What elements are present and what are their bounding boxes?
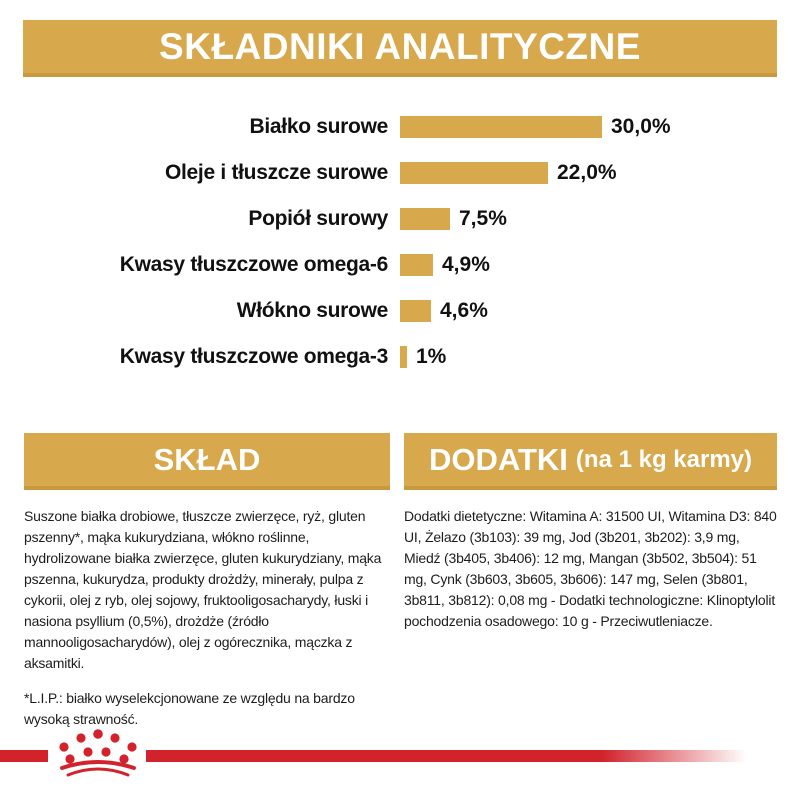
additives-title-suffix: (na 1 kg karmy) xyxy=(575,445,752,473)
chart-row-label: Włókno surowe xyxy=(236,299,388,322)
chart-row-value: 7,5% xyxy=(459,207,507,230)
chart-row-label: Białko surowe xyxy=(249,115,388,138)
footer-band-left xyxy=(0,750,48,762)
lip-footnote: *L.I.P.: białko wyselekcjonowane ze względu na bardzo wysoką strawność. xyxy=(24,690,355,727)
composition-header xyxy=(24,433,390,490)
chart-bar xyxy=(400,346,407,368)
chart-bar xyxy=(400,162,548,184)
additives-title: DODATKI xyxy=(429,441,568,477)
analytical-components-title: SKŁADNIKI ANALITYCZNE xyxy=(159,25,641,67)
chart-row-label: Oleje i tłuszcze surowe xyxy=(164,161,388,184)
additives-body: Dodatki dietetyczne: Witamina A: 31500 UI, Witamina D3: 840 UI, Żelazo (3b103): 39 mg, Jod (3b201, 3b202): 3,9 mg, Miedź (3b405, 3b406): 12 mg, Mangan (3b502, 3b504): 51 mg, Cynk (3b603, 3b605, 3b606): 147 mg, Selen (3b801, 3b811, 3b812): 0,08 mg - Dodatki technologiczne: Klinoptylolit pochodzenia osadowego: 10 g - Przeciwutleniacze. xyxy=(404,508,777,629)
chart-row-value: 4,6% xyxy=(440,299,488,322)
chart-row-value: 22,0% xyxy=(557,161,617,184)
additives-section xyxy=(404,433,777,730)
chart-row-label: Kwasy tłuszczowe omega-3 xyxy=(119,345,388,368)
royal-canin-crown-icon xyxy=(50,727,145,779)
additives-header xyxy=(404,433,777,490)
chart-row-value: 30,0% xyxy=(611,115,671,138)
chart-row-label: Kwasy tłuszczowe omega-6 xyxy=(119,253,388,276)
composition-body: Suszone białka drobiowe, tłuszcze zwierzęce, ryż, gluten pszenny*, mąka kukurydziana, włókno roślinne, hydrolizowane białka zwierzęce, gluten kukurydziany, mąka pszenna, kukurydza, produkty drożdży, minerały, pulpa z cykorii, olej z ryb, olej sojowy, fruktooligosacharydy, łuski i nasiona psyllium (0,5%), drożdże (źródło mannooligosacharydów), olej z ogórecznika, mączka z aksamitki. xyxy=(24,508,382,671)
info-columns xyxy=(24,433,777,730)
chart-row xyxy=(0,150,800,196)
chart-row-label: Popiół surowy xyxy=(248,207,388,230)
chart-bar xyxy=(400,254,433,276)
analytical-components-chart xyxy=(0,104,800,380)
chart-row-value: 1% xyxy=(416,345,447,368)
chart-row xyxy=(0,104,800,150)
chart-row xyxy=(0,334,800,380)
chart-row xyxy=(0,196,800,242)
composition-title: SKŁAD xyxy=(153,441,261,477)
analytical-components-header xyxy=(23,20,777,77)
chart-bar xyxy=(400,116,602,138)
chart-bar xyxy=(400,300,431,322)
composition-section xyxy=(24,433,390,730)
chart-bar xyxy=(400,208,450,230)
chart-row xyxy=(0,242,800,288)
footer-band-right xyxy=(146,750,747,762)
chart-row xyxy=(0,288,800,334)
chart-row-value: 4,9% xyxy=(442,253,490,276)
